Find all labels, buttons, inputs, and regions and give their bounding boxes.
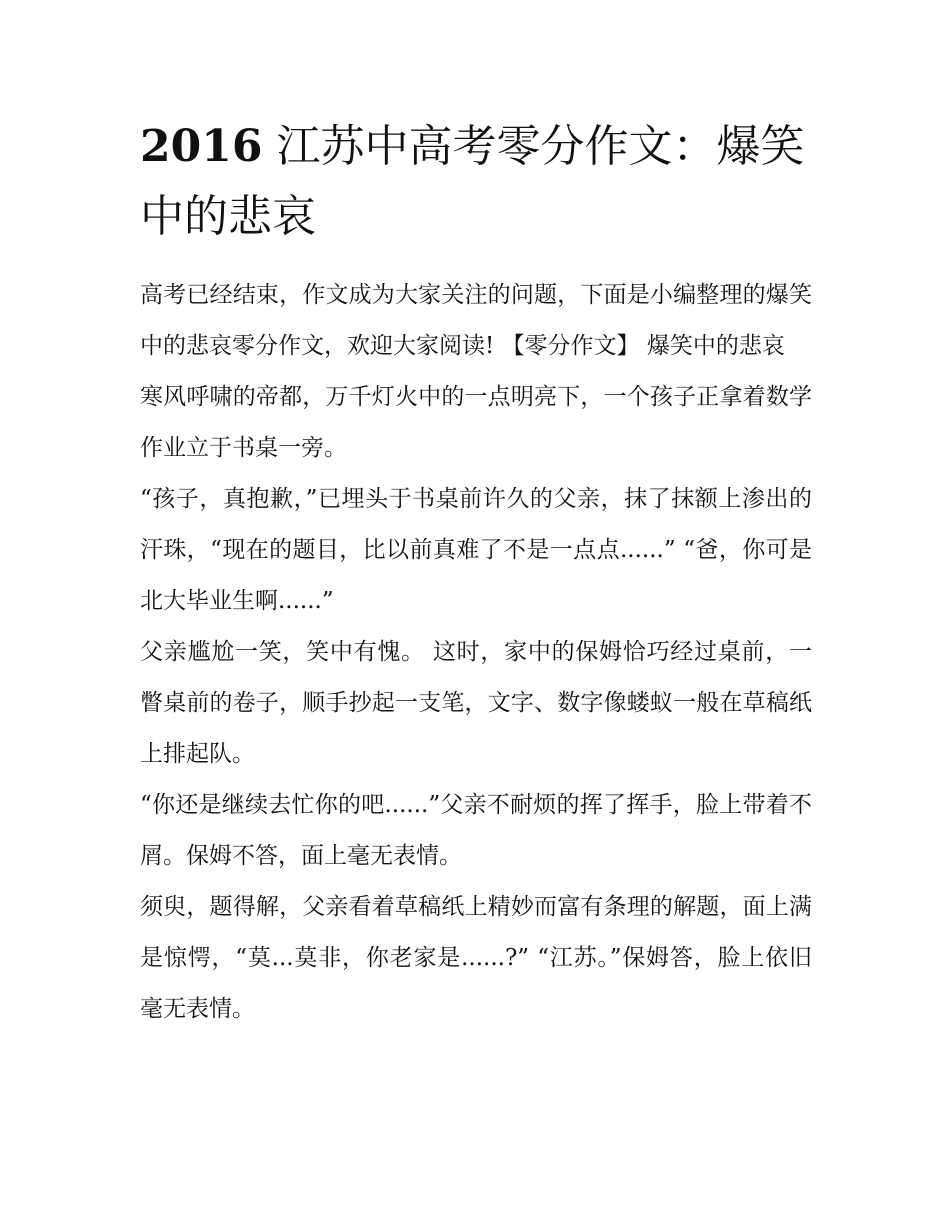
paragraph-3: “孩子，真抱歉，”已埋头于书桌前许久的父亲，抹了抹额上渗出的汗珠，“现在的题目，比以前真难了不是一点点......” “爸，你可是北大毕业生啊......” [140, 486, 812, 614]
paragraph-intro: 高考已经结束，作文成为大家关注的问题，下面是小编整理的爆笑中的悲哀零分作文，欢迎大家阅读! 【零分作文】 爆笑中的悲哀 [140, 282, 812, 359]
paragraph-5: “你还是继续去忙你的吧......”父亲不耐烦的挥了挥手，脸上带着不屑。保姆不答，面上毫无表情。 [140, 792, 812, 869]
document-page [140, 112, 812, 1035]
paragraph-4: 父亲尴尬一笑，笑中有愧。 这时，家中的保姆恰巧经过桌前，一瞥桌前的卷子，顺手抄起一支笔，文字、数字像蝼蚁一般在草稿纸上排起队。 [140, 639, 812, 767]
paragraph-2: 寒风呼啸的帝都，万千灯火中的一点明亮下，一个孩子正拿着数学作业立于书桌一旁。 [140, 384, 812, 461]
paragraph-6: 须臾，题得解，父亲看着草稿纸上精妙而富有条理的解题，面上满是惊愕，“莫...莫非，你老家是......?” “江苏。”保姆答，脸上依旧毫无表情。 [140, 894, 812, 1022]
title-year: 2016 [140, 121, 263, 172]
title-text: 江苏中高考零分作文：爆笑中的悲哀 [140, 121, 805, 242]
article-title [140, 112, 812, 252]
